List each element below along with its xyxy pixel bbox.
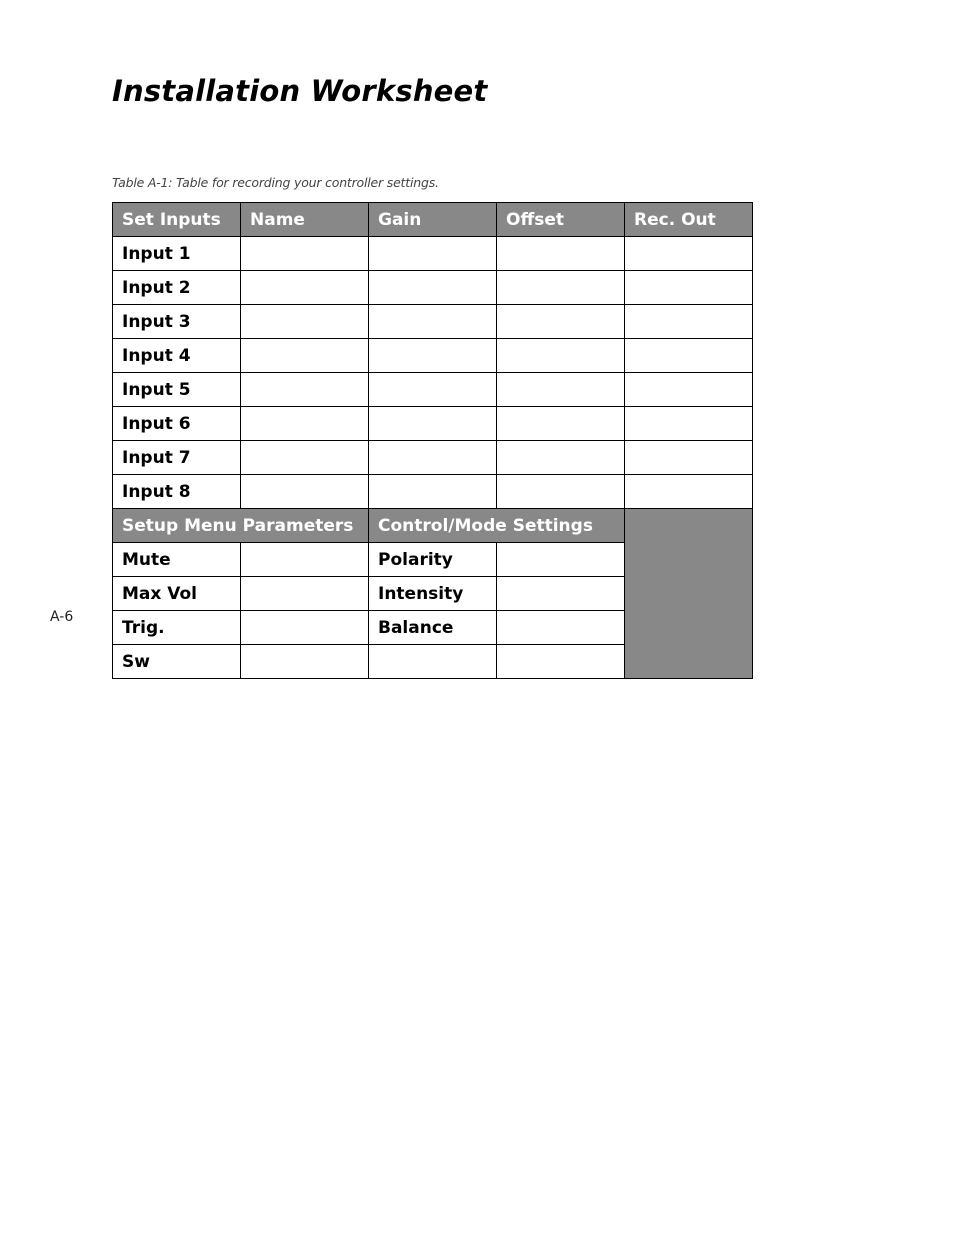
input-row: [113, 475, 753, 509]
name-cell: [241, 475, 369, 509]
inputs-header-row: [113, 203, 753, 237]
rec-out-cell: [625, 407, 753, 441]
offset-cell: [497, 441, 625, 475]
rec-out-cell: [625, 339, 753, 373]
name-cell: [241, 237, 369, 271]
rec-out-cell: [625, 475, 753, 509]
header-control-mode-settings: Control/Mode Settings: [369, 509, 625, 543]
name-cell: [241, 305, 369, 339]
gain-cell: [369, 271, 497, 305]
rec-out-cell: [625, 441, 753, 475]
name-cell: [241, 339, 369, 373]
setup-param-label: Trig.: [113, 611, 241, 645]
input-label: Input 4: [113, 339, 241, 373]
setup-param-value-cell: [241, 543, 369, 577]
offset-cell: [497, 305, 625, 339]
name-cell: [241, 271, 369, 305]
input-row: [113, 373, 753, 407]
header-name: Name: [241, 203, 369, 237]
rec-out-cell: [625, 271, 753, 305]
rec-out-cell: [625, 373, 753, 407]
setup-param-value-cell: [241, 577, 369, 611]
input-row: [113, 339, 753, 373]
gain-cell: [369, 407, 497, 441]
input-label: Input 6: [113, 407, 241, 441]
offset-cell: [497, 407, 625, 441]
control-setting-value-cell: [497, 577, 625, 611]
control-setting-label: Intensity: [369, 577, 497, 611]
input-row: [113, 305, 753, 339]
control-setting-label: [369, 645, 497, 679]
offset-cell: [497, 237, 625, 271]
header-set-inputs: Set Inputs: [113, 203, 241, 237]
setup-param-label: Mute: [113, 543, 241, 577]
input-label: Input 5: [113, 373, 241, 407]
control-setting-label: Balance: [369, 611, 497, 645]
input-row: [113, 271, 753, 305]
control-setting-value-cell: [497, 611, 625, 645]
control-setting-value-cell: [497, 645, 625, 679]
gain-cell: [369, 305, 497, 339]
setup-param-label: Sw: [113, 645, 241, 679]
input-row: [113, 237, 753, 271]
input-label: Input 7: [113, 441, 241, 475]
control-setting-value-cell: [497, 543, 625, 577]
rec-out-cell: [625, 237, 753, 271]
gain-cell: [369, 441, 497, 475]
input-label: Input 8: [113, 475, 241, 509]
rec-out-cell: [625, 305, 753, 339]
setup-param-value-cell: [241, 611, 369, 645]
setup-param-label: Max Vol: [113, 577, 241, 611]
gain-cell: [369, 237, 497, 271]
input-row: [113, 441, 753, 475]
input-label: Input 1: [113, 237, 241, 271]
gain-cell: [369, 475, 497, 509]
table-caption: Table A-1: Table for recording your controller settings.: [112, 175, 439, 190]
header-gain: Gain: [369, 203, 497, 237]
offset-cell: [497, 373, 625, 407]
input-label: Input 2: [113, 271, 241, 305]
setup-header-row: [113, 509, 753, 543]
gain-cell: [369, 373, 497, 407]
name-cell: [241, 441, 369, 475]
control-setting-label: Polarity: [369, 543, 497, 577]
header-offset: Offset: [497, 203, 625, 237]
header-setup-menu-parameters: Setup Menu Parameters: [113, 509, 369, 543]
setup-param-value-cell: [241, 645, 369, 679]
blocked-out-cell: [625, 509, 753, 679]
input-label: Input 3: [113, 305, 241, 339]
page-number: A-6: [50, 609, 74, 625]
offset-cell: [497, 475, 625, 509]
offset-cell: [497, 339, 625, 373]
header-rec-out: Rec. Out: [625, 203, 753, 237]
name-cell: [241, 407, 369, 441]
input-row: [113, 407, 753, 441]
settings-worksheet-table: [112, 202, 753, 679]
gain-cell: [369, 339, 497, 373]
name-cell: [241, 373, 369, 407]
offset-cell: [497, 271, 625, 305]
page-title: Installation Worksheet: [112, 74, 488, 108]
